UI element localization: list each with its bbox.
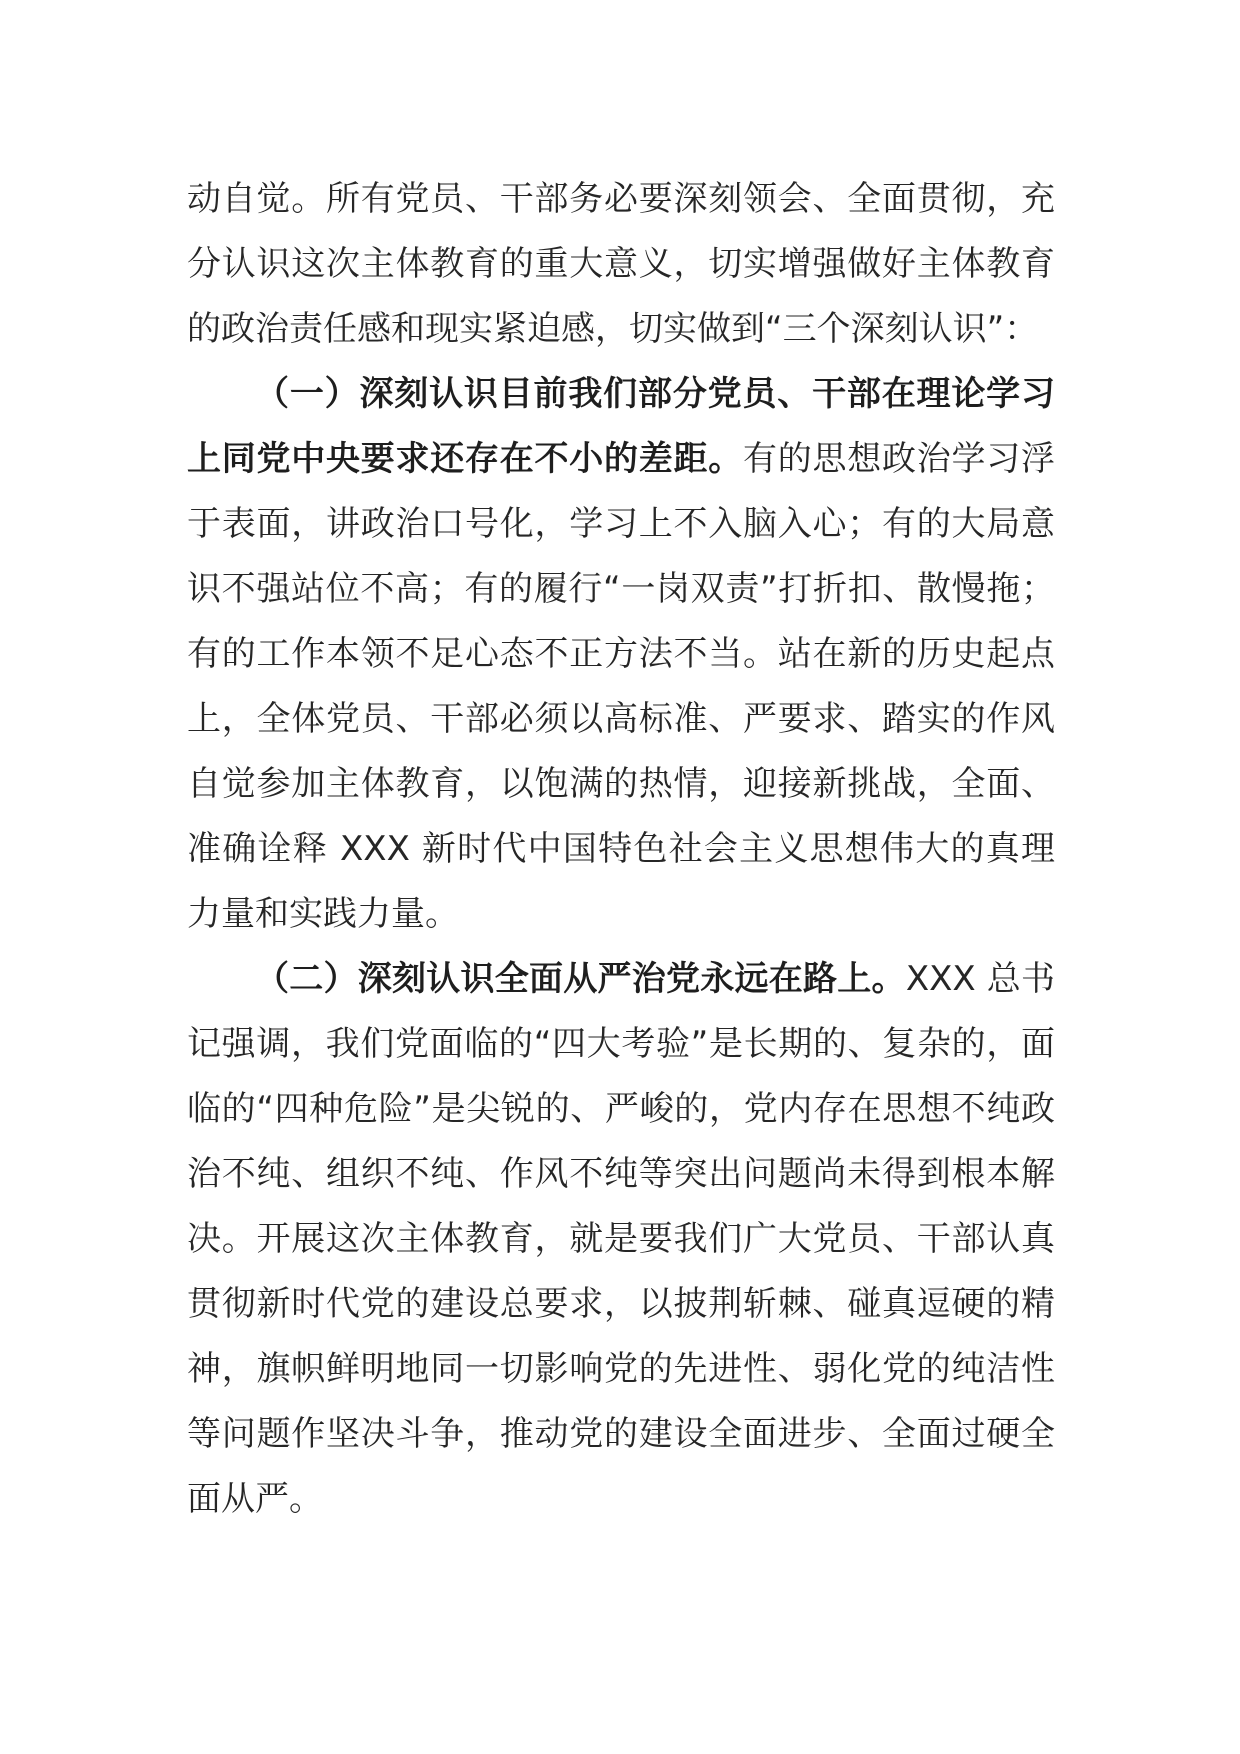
paragraph-text: 动自觉。所有党员、干部务必要深刻领会、全面贯彻，充分认识这次主体教育的重大意义，切实增强做好主体教育的政治责任感和现实紧迫感，切实做到“三个深刻认识”： xyxy=(187,179,1055,349)
section-heading-2: （二）深刻认识全面从严治党永远在路上。 xyxy=(255,959,906,999)
section-heading-1: （一）深刻认识目前我们部分党员、干部在理论学习上同党中央要求还存在不小的差距。 xyxy=(187,374,1055,479)
document-body xyxy=(187,167,1055,1532)
paragraph-section-2 xyxy=(187,947,1055,1532)
paragraph-section-1 xyxy=(187,362,1055,947)
paragraph-continuation xyxy=(187,167,1055,362)
paragraph-text: XXX 总书记强调，我们党面临的“四大考验”是长期的、复杂的，面临的“四种危险”是尖锐的、严峻的，党内存在思想不纯政治不纯、组织不纯、作风不纯等突出问题尚未得到根本解决。开展这次主体教育，就是要我们广大党员、干部认真贯彻新时代党的建设总要求，以披荆斩棘、碰真逗硬的精神，旗帜鲜明地同一切影响党的先进性、弱化党的纯洁性等问题作坚决斗争，推动党的建设全面进步、全面过硬全面从严。 xyxy=(187,959,1056,1519)
paragraph-text: 有的思想政治学习浮于表面，讲政治口号化，学习上不入脑入心；有的大局意识不强站位不高；有的履行“一岗双责”打折扣、散慢拖；有的工作本领不足心态不正方法不当。站在新的历史起点上，全体党员、干部必须以高标准、严要求、踏实的作风自觉参加主体教育，以饱满的热情，迎接新挑战，全面、准确诠释 XXX 新时代中国特色社会主义思想伟大的真理力量和实践力量。 xyxy=(187,439,1055,934)
